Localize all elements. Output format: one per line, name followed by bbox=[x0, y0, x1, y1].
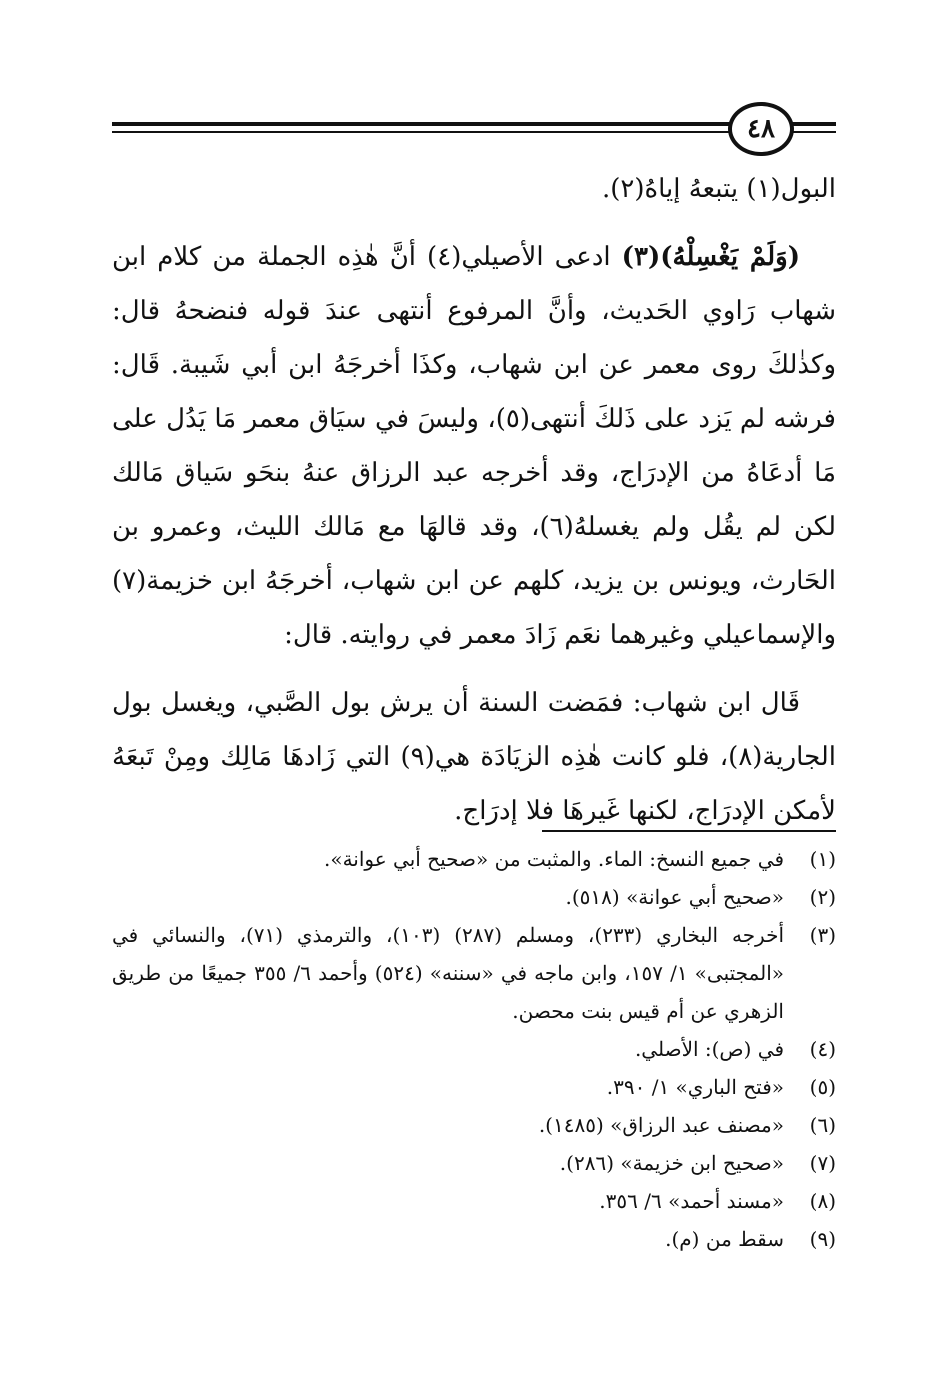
footnote-text: «مسند أحمد» ٦/ ٣٥٦. bbox=[599, 1189, 784, 1213]
footnote-number: (١) bbox=[809, 847, 836, 871]
footnote bbox=[112, 1030, 836, 1068]
footnote bbox=[112, 916, 836, 1030]
footnote-text: «فتح الباري» ١/ ٣٩٠. bbox=[606, 1075, 784, 1099]
footnotes bbox=[112, 840, 836, 1258]
footnote bbox=[112, 1220, 836, 1258]
footnote bbox=[112, 1106, 836, 1144]
footnote-text: «صحيح ابن خزيمة» (٢٨٦). bbox=[559, 1151, 784, 1175]
footnote bbox=[112, 878, 836, 916]
footnote-number: (٧) bbox=[809, 1151, 836, 1175]
footnote bbox=[112, 1182, 836, 1220]
footnote-text: في جميع النسخ: الماء. والمثبت من «صحيح أبي عوانة». bbox=[323, 847, 784, 871]
footnote-number: (٨) bbox=[809, 1189, 836, 1213]
body-paragraph-2 bbox=[112, 676, 836, 838]
footnote bbox=[112, 1144, 836, 1182]
page-number: ٤٨ bbox=[728, 102, 794, 156]
lemma-heading: (وَلَمْ يَغْسِلْهُ)(٣) bbox=[621, 242, 800, 272]
footnote-number: (٢) bbox=[809, 885, 836, 909]
footnote-separator bbox=[542, 830, 836, 832]
body-paragraph-0: البول(١) يتبعهُ إياهُ(٢). bbox=[601, 174, 836, 204]
footnote-text: سقط من (م). bbox=[665, 1227, 784, 1251]
footnote-number: (٩) bbox=[809, 1227, 836, 1251]
footnote-text: «مصنف عبد الرزاق» (١٤٨٥). bbox=[538, 1113, 784, 1137]
footnote-text: في (ص): الأصلي. bbox=[634, 1037, 784, 1061]
footnote-number: (٥) bbox=[809, 1075, 836, 1099]
body-paragraph-2-text: قَال ابن شهاب: فمَضت السنة أن يرش بول الصَّبي، ويغسل بول الجارية(٨)، فلو كانت هٰذِه الزيَادَة هي(٩) التي زَادهَا مَالِك ومِنْ تَبعَهُ لأمكن الإدرَاج، لكنها غَيرهَا فلا إدرَاج. bbox=[112, 688, 837, 826]
footnote bbox=[112, 1068, 836, 1106]
footnote-number: (٦) bbox=[809, 1113, 836, 1137]
footnote bbox=[112, 840, 836, 878]
footnote-number: (٣) bbox=[809, 923, 836, 947]
footnote-text: «صحيح أبي عوانة» (٥١٨). bbox=[565, 885, 784, 909]
footnote-number: (٤) bbox=[809, 1037, 836, 1061]
body-paragraph-1-text: ادعى الأصيلي(٤) أنَّ هٰذِه الجملة من كلام ابن شهاب رَاوي الحَديث، وأنَّ المرفوع أنتهى عندَ قوله فنضحهُ قال: وكذٰلكَ روى معمر عن ابن شهاب، وكذَا أخرجَهُ ابن أبي شَيبة. قَال: فرشه لم يَزد على ذَلكَ أنتهى(٥)، وليسَ في سيَاق معمر مَا يَدُل على مَا أدعَاهُ من الإدرَاج، وقد أخرجه عبد الرزاق عنهُ بنحَو سَياق مَالك لكن لم يقُل ولم يغسلهُ(٦)، وقد قالهَا مع مَالك الليث، وعمرو بن الحَارث، ويونس بن يزيد، كلهم عن ابن شهاب، أخرجَهُ ابن خزيمة(٧) والإسماعيلي وغيرهما نعَم زَادَ معمر في روايته. قال: bbox=[112, 242, 836, 650]
main-text bbox=[112, 162, 836, 838]
body-paragraph-1 bbox=[112, 230, 836, 662]
footnote-text: أخرجه البخاري (٢٣٣)، ومسلم (٢٨٧) (١٠٣)، والترمذي (٧١)، والنسائي في «المجتبى» ١/ ١٥٧، وابن ماجه في «سننه» (٥٢٤) وأحمد ٦/ ٣٥٥ جميعًا من طريق الزهري عن أم قيس بنت محصن. bbox=[112, 923, 785, 1023]
page-header bbox=[112, 98, 836, 160]
